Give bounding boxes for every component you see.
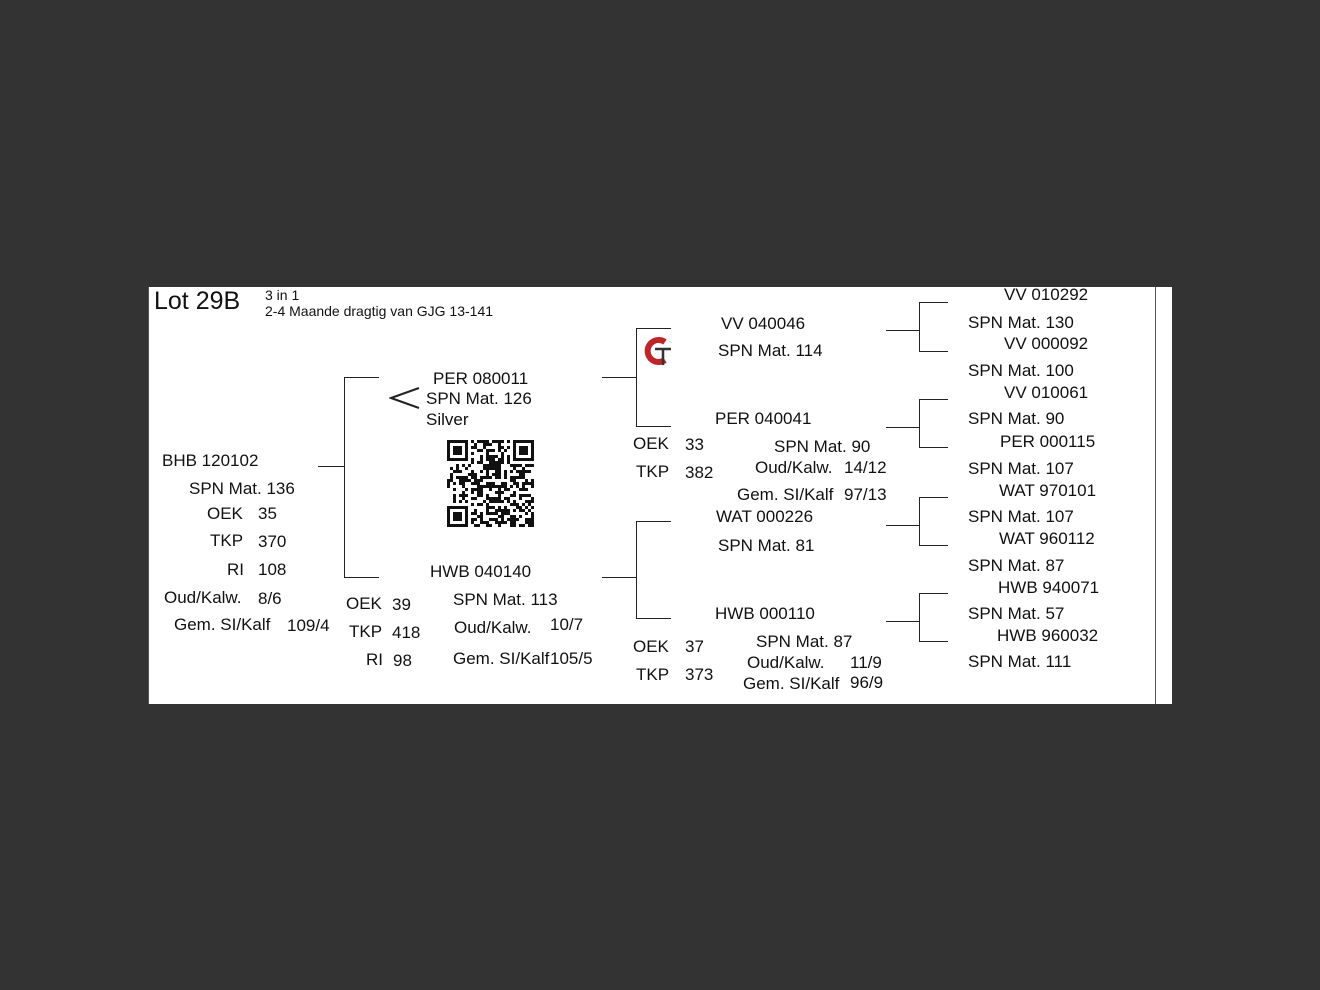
sire-dam-oek-label: OEK xyxy=(633,434,669,453)
dam-dam-oudkalw-label: Oud/Kalw. xyxy=(747,653,825,672)
gg2-spn: SPN Mat. 100 xyxy=(968,361,1074,380)
connector-gg-3a xyxy=(919,497,948,498)
connector-gg-4a xyxy=(919,593,948,594)
connector-gg-1-vertical xyxy=(919,302,920,352)
bundle-note: 3 in 1 xyxy=(265,287,300,303)
connector-sire xyxy=(344,377,379,378)
sire-sire-id: VV 040046 xyxy=(721,314,806,333)
sire-dam-oudkalw-label: Oud/Kalw. xyxy=(755,458,833,477)
qr-code-icon xyxy=(447,440,535,528)
animal-ri-value: 108 xyxy=(258,560,287,579)
gg3-spn: SPN Mat. 90 xyxy=(968,409,1065,428)
connector-gg-3b xyxy=(919,545,948,546)
sire-dam-spn: SPN Mat. 90 xyxy=(774,437,871,456)
connector-dam-dam xyxy=(636,618,671,619)
connector-gg-3 xyxy=(886,525,920,526)
connector-gg-2-vertical xyxy=(919,399,920,448)
connector-gg-2b xyxy=(919,447,948,448)
dam-spn: SPN Mat. 113 xyxy=(453,590,558,609)
connector-sire-out xyxy=(602,377,637,378)
connector-gg-4 xyxy=(886,621,920,622)
sire-dam-gemsi-label: Gem. SI/Kalf xyxy=(737,485,834,504)
connector-gg-1 xyxy=(886,330,920,331)
dam-dam-gemsi-label: Gem. SI/Kalf xyxy=(743,674,840,693)
dam-oek-value: 39 xyxy=(392,595,411,614)
gg4-spn: SPN Mat. 107 xyxy=(968,459,1074,478)
dam-tkp-value: 418 xyxy=(392,623,421,642)
lot-title: Lot 29B xyxy=(154,287,241,315)
connector-dam-out xyxy=(602,577,637,578)
connector-dam xyxy=(344,577,379,578)
connector-gg-4b xyxy=(919,641,948,642)
dam-dam-id: HWB 000110 xyxy=(715,604,815,623)
card-left-border xyxy=(148,287,149,704)
gg8-spn: SPN Mat. 111 xyxy=(968,652,1072,671)
animal-tkp-value: 370 xyxy=(258,532,287,551)
dam-oek-label: OEK xyxy=(346,594,382,613)
animal-oudkalw-value: 8/6 xyxy=(258,589,282,608)
dam-ri-label: RI xyxy=(366,650,383,669)
dam-gemsi-label: Gem. SI/Kalf xyxy=(453,649,550,668)
dam-id: HWB 040140 xyxy=(430,562,532,581)
card-right-border xyxy=(1155,287,1156,704)
connector-parents-vertical xyxy=(344,377,345,578)
dam-gemsi-value: 105/5 xyxy=(550,649,593,668)
dam-dam-oudkalw-value: 11/9 xyxy=(850,653,882,672)
animal-oek-label: OEK xyxy=(207,504,243,523)
dam-dam-spn: SPN Mat. 87 xyxy=(756,632,853,651)
connector-animal xyxy=(318,466,345,467)
gg4-id: PER 000115 xyxy=(1000,432,1096,451)
connector-dam-vertical xyxy=(636,521,637,619)
animal-ri-label: RI xyxy=(227,560,244,579)
animal-spn: SPN Mat. 136 xyxy=(189,479,295,498)
sire-spn: SPN Mat. 126 xyxy=(426,389,532,408)
sire-sire-spn: SPN Mat. 114 xyxy=(718,341,823,360)
connector-gg-2a xyxy=(919,399,948,400)
pedigree-card xyxy=(148,287,1172,704)
gg7-spn: SPN Mat. 57 xyxy=(968,604,1065,623)
gg1-spn: SPN Mat. 130 xyxy=(968,313,1074,332)
connector-gg-4-vertical xyxy=(919,593,920,642)
pregnancy-note: 2-4 Maande dragtig van GJG 13-141 xyxy=(265,303,494,319)
connector-sire-dam xyxy=(636,426,671,427)
connector-gg-3-vertical xyxy=(919,497,920,546)
gg1-id: VV 010292 xyxy=(1004,287,1089,304)
dam-ri-value: 98 xyxy=(393,651,412,670)
dam-tkp-label: TKP xyxy=(349,622,383,641)
animal-oek-value: 35 xyxy=(258,504,277,523)
animal-id: BHB 120102 xyxy=(162,451,259,470)
sire-dam-tkp-label: TKP xyxy=(636,462,670,481)
gg7-id: HWB 940071 xyxy=(998,578,1100,597)
dam-oudkalw-value: 10/7 xyxy=(550,615,584,634)
svg-text:~: ~ xyxy=(669,340,672,346)
dam-oudkalw-label: Oud/Kalw. xyxy=(454,618,532,637)
connector-gg-1a xyxy=(919,302,948,303)
gg6-spn: SPN Mat. 87 xyxy=(968,556,1065,575)
dam-sire-spn: SPN Mat. 81 xyxy=(718,536,815,555)
sire-dam-id: PER 040041 xyxy=(715,409,812,428)
dam-sire-id: WAT 000226 xyxy=(716,507,814,526)
gg2-id: VV 000092 xyxy=(1004,334,1089,353)
sire-id: PER 080011 xyxy=(433,369,529,388)
sire-dam-tkp-value: 382 xyxy=(685,463,714,482)
gg8-id: HWB 960032 xyxy=(997,626,1099,645)
gt-logo-icon xyxy=(643,334,677,368)
gg3-id: VV 010061 xyxy=(1004,383,1089,402)
dam-dam-gemsi-value: 96/9 xyxy=(850,673,884,692)
gg5-spn: SPN Mat. 107 xyxy=(968,507,1074,526)
connector-gg-2 xyxy=(886,427,920,428)
dam-dam-tkp-value: 373 xyxy=(685,665,714,684)
gg6-id: WAT 960112 xyxy=(999,529,1095,548)
animal-gemsi-value: 109/4 xyxy=(287,616,330,635)
less-than-bracket-icon xyxy=(389,386,421,410)
sire-dam-oek-value: 33 xyxy=(685,435,704,454)
animal-oudkalw-label: Oud/Kalw. xyxy=(164,588,242,607)
sire-tag: Silver xyxy=(426,410,469,429)
dam-dam-oek-label: OEK xyxy=(633,637,669,656)
sire-dam-oudkalw-value: 14/12 xyxy=(844,458,887,477)
connector-gg-1b xyxy=(919,351,948,352)
dam-dam-oek-value: 37 xyxy=(685,637,704,656)
animal-gemsi-label: Gem. SI/Kalf xyxy=(174,615,271,634)
animal-tkp-label: TKP xyxy=(210,531,244,550)
sire-dam-gemsi-value: 97/13 xyxy=(844,485,887,504)
connector-sire-sire xyxy=(636,328,671,329)
dam-dam-tkp-label: TKP xyxy=(636,665,670,684)
gg5-id: WAT 970101 xyxy=(999,481,1097,500)
connector-sire-vertical xyxy=(636,328,637,427)
connector-dam-sire xyxy=(636,521,671,522)
